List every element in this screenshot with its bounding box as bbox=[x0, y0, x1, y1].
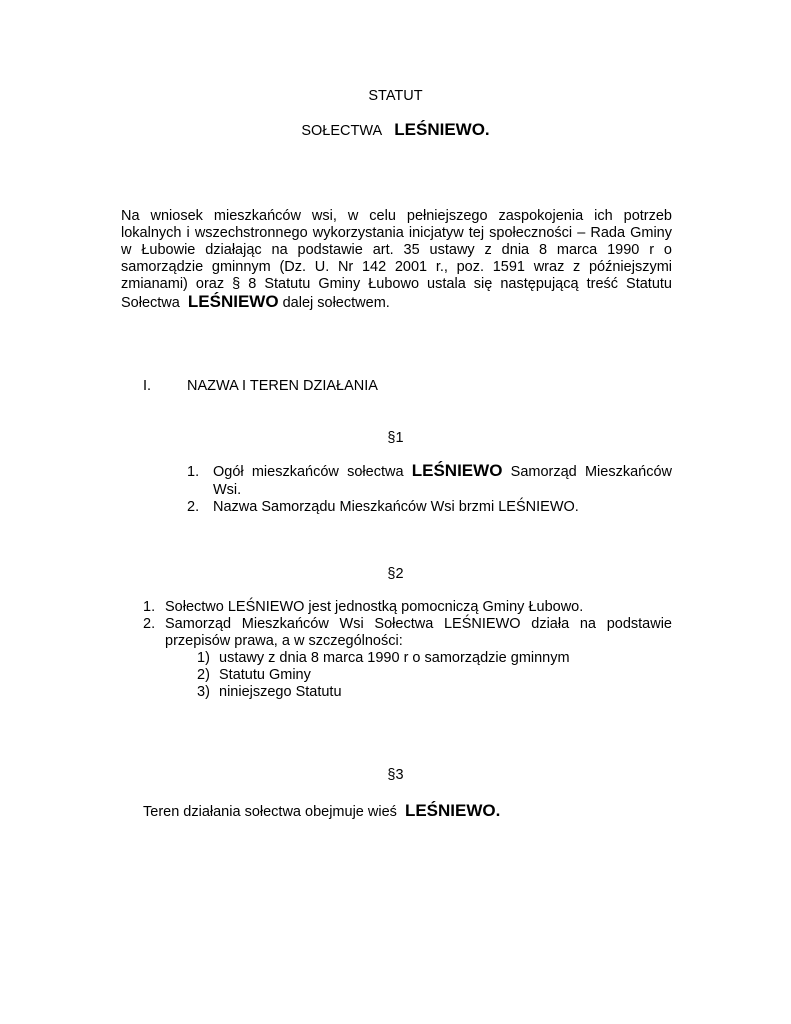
list-item bbox=[213, 462, 672, 481]
sub-item-number: 2) bbox=[197, 667, 210, 683]
territory-statement bbox=[143, 802, 500, 821]
territory-name: LEŚNIEWO. bbox=[404, 801, 501, 820]
subtitle-name: LEŚNIEWO. bbox=[394, 120, 490, 139]
intro-line: samorządzie gminnym (Dz. U. Nr 142 2001 r., poz. 1591 wraz z późniejszymi bbox=[121, 259, 672, 275]
item-prefix: Ogół mieszkańców sołectwa bbox=[213, 464, 404, 480]
list-item-number: 2. bbox=[143, 616, 156, 632]
list-item-continuation: Wsi. bbox=[213, 482, 242, 498]
list-item-continuation: przepisów prawa, a w szczególności: bbox=[165, 633, 403, 649]
list-item: Nazwa Samorządu Mieszkańców Wsi brzmi LEŚNIEWO. bbox=[213, 499, 579, 515]
sub-item: ustawy z dnia 8 marca 1990 r o samorządzie gminnym bbox=[219, 650, 570, 666]
intro-line bbox=[121, 293, 672, 312]
list-item-number: 2. bbox=[187, 499, 200, 515]
sub-item: Statutu Gminy bbox=[219, 667, 311, 683]
intro-line6-suffix: dalej sołectwem. bbox=[282, 295, 390, 311]
chapter-title: NAZWA I TEREN DZIAŁANIA bbox=[187, 378, 378, 394]
intro-line6-name: LEŚNIEWO bbox=[187, 292, 279, 311]
sub-item-number: 1) bbox=[197, 650, 210, 666]
chapter-number: I. bbox=[143, 378, 152, 394]
document-subtitle bbox=[0, 121, 791, 140]
sub-item-number: 3) bbox=[197, 684, 210, 700]
intro-paragraph bbox=[121, 208, 672, 312]
item-name: LEŚNIEWO bbox=[411, 461, 503, 480]
intro-line: w Łubowie działając na podstawie art. 35 ustawy z dnia 8 marca 1990 r o bbox=[121, 242, 672, 258]
list-item: Sołectwo LEŚNIEWO jest jednostką pomocniczą Gminy Łubowo. bbox=[165, 599, 584, 615]
subtitle-prefix: SOŁECTWA bbox=[301, 123, 383, 139]
intro-line6-prefix: Sołectwa bbox=[121, 295, 180, 311]
intro-line: Na wniosek mieszkańców wsi, w celu pełniejszego zaspokojenia ich potrzeb bbox=[121, 208, 672, 224]
paragraph-heading: §3 bbox=[387, 767, 404, 783]
intro-line: zmianami) oraz § 8 Statutu Gminy Łubowo ustala się następującą treść Statutu bbox=[121, 276, 672, 292]
paragraph-heading: §2 bbox=[387, 566, 404, 582]
item-suffix: Samorząd Mieszkańców bbox=[510, 464, 672, 480]
paragraph-heading: §1 bbox=[387, 430, 404, 446]
list-item-number: 1. bbox=[187, 464, 200, 480]
list-item: Samorząd Mieszkańców Wsi Sołectwa LEŚNIEWO działa na podstawie bbox=[165, 616, 672, 632]
territory-prefix: Teren działania sołectwa obejmuje wieś bbox=[143, 804, 397, 820]
document-title: STATUT bbox=[368, 88, 423, 104]
intro-line: lokalnych i wszechstronnego wykorzystania inicjatyw tej społeczności – Rada Gminy bbox=[121, 225, 672, 241]
sub-item: niniejszego Statutu bbox=[219, 684, 342, 700]
list-item-number: 1. bbox=[143, 599, 156, 615]
